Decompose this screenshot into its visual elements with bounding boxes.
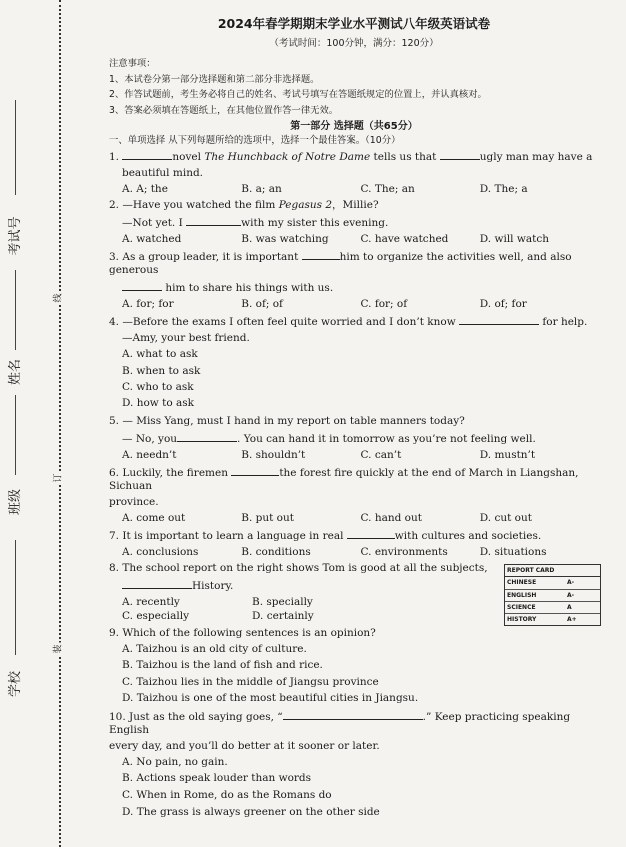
exam-content xyxy=(109,16,599,822)
report-card xyxy=(504,564,601,626)
question-2: 2. —Have you watched the film Pegasus 2，Millie? —Not yet. I with my sister this evening. A. watched B. was watching C. have watched D. will watch xyxy=(109,199,599,246)
option-d: D. will watch xyxy=(479,233,549,246)
report-card-title: REPORT CARD xyxy=(505,565,600,577)
option-d: D. The grass is always greener on the other side xyxy=(122,805,380,818)
options xyxy=(109,512,599,525)
option-b: B. of; of xyxy=(241,298,283,311)
question-10: 10. Just as the old saying goes, “ .” Keep practicing speaking English every day, and you’ll do better at it sooner or later. A. No pain, no gain. B. Actions speak louder than words C. When in Rome, do as the Romans do D. The grass is always greener on the other side xyxy=(109,709,599,818)
option-b: B. put out xyxy=(241,511,294,524)
question-9: 9. Which of the following sentences is an opinion? A. Taizhou is an old city of culture. B. Taizhou is the land of fish and rice. C. Taizhou lies in the middle of Jiangsu province D. Taizhou is one of the most beautiful cities in Jiangsu. xyxy=(109,627,599,705)
answer-blank xyxy=(231,465,279,476)
answer-blank xyxy=(122,578,192,589)
options xyxy=(109,298,599,311)
question-8: 8. The school report on the right shows Tom is good at all the subjects, History. A. recently B. specially C. especially D. certainly REPORT CARD CHINESE A- ENGLISH A- SCIENCE A HISTORY A+ xyxy=(109,562,599,623)
answer-blank xyxy=(122,149,172,160)
option-a: A. needn’t xyxy=(122,449,177,462)
bind-char-zhuang: 装 xyxy=(53,644,64,654)
exam-subtitle: （考试时间：100分钟，满分：120分） xyxy=(269,38,439,49)
notes-heading: 注意事项： xyxy=(109,58,156,70)
options xyxy=(109,596,402,623)
option-a: A. conclusions xyxy=(122,546,199,559)
xuexiao-line xyxy=(15,540,16,655)
option-c: C. When in Rome, do as the Romans do xyxy=(122,789,332,802)
options xyxy=(109,348,599,412)
kaoshihao-line xyxy=(15,100,16,195)
option-c: C. environments xyxy=(360,546,448,559)
option-b: B. was watching xyxy=(241,233,329,246)
options xyxy=(109,449,599,462)
banji-line xyxy=(15,395,16,475)
note-3: 3、答案必须填在答题纸上，在其他位置作答一律无效。 xyxy=(109,105,339,117)
option-d: D. mustn’t xyxy=(479,449,536,462)
answer-blank xyxy=(459,314,539,325)
answer-blank xyxy=(122,280,162,291)
option-a: A. No pain, no gain. xyxy=(122,755,228,768)
option-a: A. for; for xyxy=(122,298,174,311)
report-row: CHINESE A- xyxy=(505,577,600,589)
notes xyxy=(109,58,599,117)
option-b: B. conditions xyxy=(241,546,311,559)
option-d: D. how to ask xyxy=(122,396,195,409)
option-d: D. of; for xyxy=(479,298,527,311)
note-1: 1、本试卷分第一部分选择题和第二部分非选择题。 xyxy=(109,73,320,85)
option-c: C. Taizhou lies in the middle of Jiangsu province xyxy=(122,675,379,688)
option-d: D. certainly xyxy=(252,609,314,622)
binding-margin xyxy=(0,0,105,847)
option-c: C. for; of xyxy=(360,298,408,311)
label-xuexiao: 学校 xyxy=(8,670,24,698)
bind-char-xian: 线 xyxy=(53,293,64,303)
option-a: A. recently xyxy=(122,596,180,609)
option-c: C. who to ask xyxy=(122,380,194,393)
option-b: B. shouldn’t xyxy=(241,449,306,462)
answer-blank xyxy=(347,528,395,539)
option-c: C. The; an xyxy=(360,183,415,196)
option-b: B. Actions speak louder than words xyxy=(122,772,312,785)
bind-char-ding: 订 xyxy=(53,473,64,483)
option-a: A. A; the xyxy=(122,183,168,196)
options xyxy=(109,546,599,559)
label-banji: 班级 xyxy=(8,488,24,516)
option-b: B. specially xyxy=(252,596,313,609)
option-a: A. what to ask xyxy=(122,348,198,361)
answer-blank xyxy=(440,149,480,160)
report-row: HISTORY A+ xyxy=(507,615,577,623)
question-3: 3. As a group leader, it is important him to organize the activities well, and also generous him to share his things with us. A. for; for B. of; of C. for; of D. of; for xyxy=(109,249,599,310)
question-5: 5. — Miss Yang, must I hand in my report on table manners today? — No, you . You can hand it in tomorrow as you’re not feeling well. A. needn’t B. shouldn’t C. can’t D. mustn’t xyxy=(109,415,599,462)
option-d: D. The; a xyxy=(479,183,528,196)
question-1: 1. novel The Hunchback of Notre Dame tells us that ugly man may have a beautiful mind. A. A; the B. a; an C. The; an D. The; a xyxy=(109,149,599,196)
option-d: D. Taizhou is one of the most beautiful cities in Jiangsu. xyxy=(122,692,419,705)
option-c: C. hand out xyxy=(360,511,422,524)
option-c: C. can’t xyxy=(360,449,402,462)
option-b: B. a; an xyxy=(241,183,282,196)
xingming-line xyxy=(15,270,16,350)
option-a: A. come out xyxy=(122,511,186,524)
report-row: ENGLISH A- xyxy=(505,590,600,602)
report-row: SCIENCE A xyxy=(505,602,600,614)
exam-title: 2024年春学期期末学业水平测试八年级英语试卷 xyxy=(217,16,491,31)
binding-dotted-line xyxy=(59,0,61,847)
option-d: D. situations xyxy=(479,546,547,559)
answer-blank xyxy=(186,215,241,226)
label-xingming: 姓名 xyxy=(8,358,24,386)
question-4: 4. —Before the exams I often feel quite worried and I don’t know for help. —Amy, your best friend. A. what to ask B. when to ask C. who to ask D. how to ask xyxy=(109,314,599,413)
part1-instruction: 一、单项选择 从下列每题所给的选项中，选择一个最佳答案。（10分） xyxy=(109,134,401,146)
note-2: 2、作答试题前，考生务必将自己的姓名、考试号填写在答题纸规定的位置上，并认真核对。 xyxy=(109,89,487,101)
options xyxy=(109,233,599,246)
option-c: C. have watched xyxy=(360,233,449,246)
question-6: 6. Luckily, the firemen the forest fire quickly at the end of March in Liangshan, Sichuan province. A. come out B. put out C. hand out D. cut out xyxy=(109,465,599,524)
answer-blank xyxy=(283,709,423,720)
option-b: B. Taizhou is the land of fish and rice. xyxy=(122,659,323,672)
answer-blank xyxy=(302,249,340,260)
options xyxy=(109,183,599,196)
option-d: D. cut out xyxy=(479,511,532,524)
option-a: A. watched xyxy=(122,233,182,246)
option-b: B. when to ask xyxy=(122,364,201,377)
part1-title: 第一部分 选择题（共65分） xyxy=(290,120,418,132)
option-a: A. Taizhou is an old city of culture. xyxy=(122,642,307,655)
answer-blank xyxy=(177,431,237,442)
question-7: 7. It is important to learn a language in real with cultures and societies. A. conclusions B. conditions C. environments D. situations xyxy=(109,528,599,559)
label-kaoshihao: 考试号 xyxy=(8,216,24,256)
option-c: C. especially xyxy=(122,609,190,622)
